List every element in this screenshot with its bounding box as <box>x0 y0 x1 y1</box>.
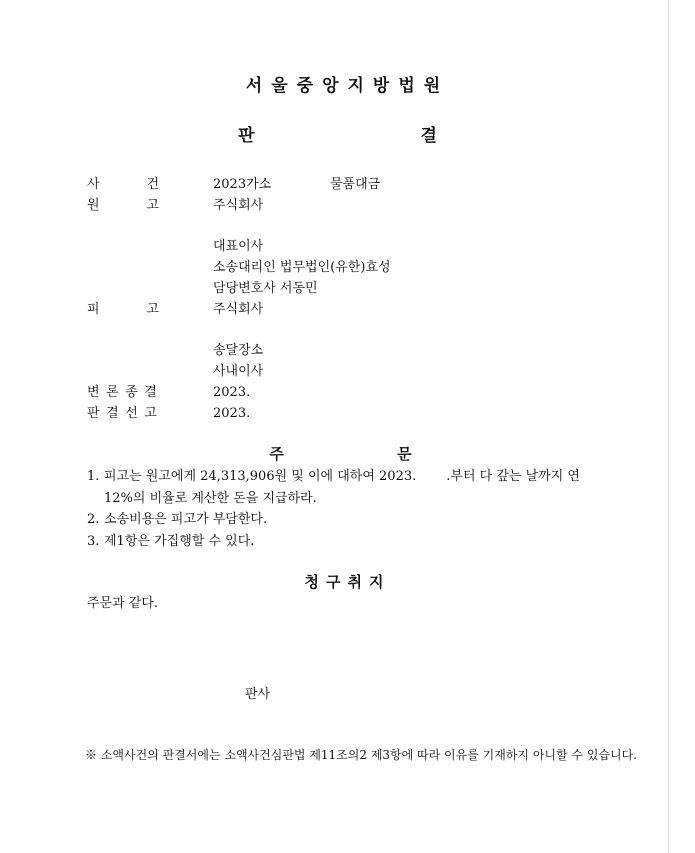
court-name: 서울중앙지방법원 <box>245 76 450 96</box>
plaintiff-counsel: 소송대리인 법무법인(유한)효성 <box>213 260 391 275</box>
label-char: 고 <box>146 302 159 317</box>
order-item-text-wrap: 12%의 비율로 계산한 돈을 지급하라. <box>104 491 317 506</box>
field-label-judgment-date <box>87 405 157 423</box>
defendant-name: 주식회사 <box>213 302 264 317</box>
label-char: 선 <box>125 406 138 421</box>
order-item-text-continued: .부터 다 갚는 날까지 연 <box>446 469 580 484</box>
judge-label: 판사 <box>245 687 271 702</box>
label-char: 고 <box>146 198 159 213</box>
claim-text: 주문과 같다. <box>87 596 159 611</box>
label-char: 건 <box>146 177 159 192</box>
defendant-director: 사내이사 <box>213 364 264 379</box>
label-char: 원 <box>87 198 100 213</box>
label-char: 판 <box>87 406 100 421</box>
label-char: 종 <box>125 385 138 400</box>
document-title: 판 결 <box>238 126 517 146</box>
label-char: 론 <box>106 385 119 400</box>
order-item-number: 1. <box>87 469 100 484</box>
order-item-text: 피고는 원고에게 24,313,906원 및 이에 대하여 2023. <box>104 469 417 484</box>
order-item <box>87 509 612 531</box>
judgment-date: 2023. <box>213 406 251 421</box>
label-char: 피 <box>87 302 100 317</box>
order-item <box>87 466 612 510</box>
case-number: 2023가소 <box>213 177 272 192</box>
order-item <box>87 531 612 553</box>
plaintiff-attorney: 담당변호사 서동민 <box>213 281 318 296</box>
field-label-hearing-closed <box>87 384 157 402</box>
label-char: 결 <box>144 385 157 400</box>
label-char: 사 <box>87 177 100 192</box>
footnote: ※ 소액사건의 판결서에는 소액사건심판법 제11조의2 제3항에 따라 이유를 기재하지 아니할 수 있습니다. <box>85 748 637 762</box>
field-label-case <box>87 176 159 194</box>
label-char: 고 <box>144 406 157 421</box>
order-item-number: 2. <box>87 512 100 527</box>
hearing-closed-date: 2023. <box>213 385 251 400</box>
label-char: 변 <box>87 385 100 400</box>
order-heading: 주 문 <box>269 445 466 463</box>
order-item-text: 제1항은 가집행할 수 있다. <box>104 534 255 549</box>
label-char: 결 <box>106 406 119 421</box>
claim-heading: 청구취지 <box>304 573 391 591</box>
field-label-plaintiff <box>87 197 159 215</box>
plaintiff-representative: 대표이사 <box>213 239 264 254</box>
defendant-service-address: 송달장소 <box>213 343 264 358</box>
order-item-text: 소송비용은 피고가 부담한다. <box>104 512 268 527</box>
plaintiff-name: 주식회사 <box>213 198 264 213</box>
order-item-number: 3. <box>87 534 100 549</box>
field-label-defendant <box>87 301 159 319</box>
case-name: 물품대금 <box>330 177 381 192</box>
